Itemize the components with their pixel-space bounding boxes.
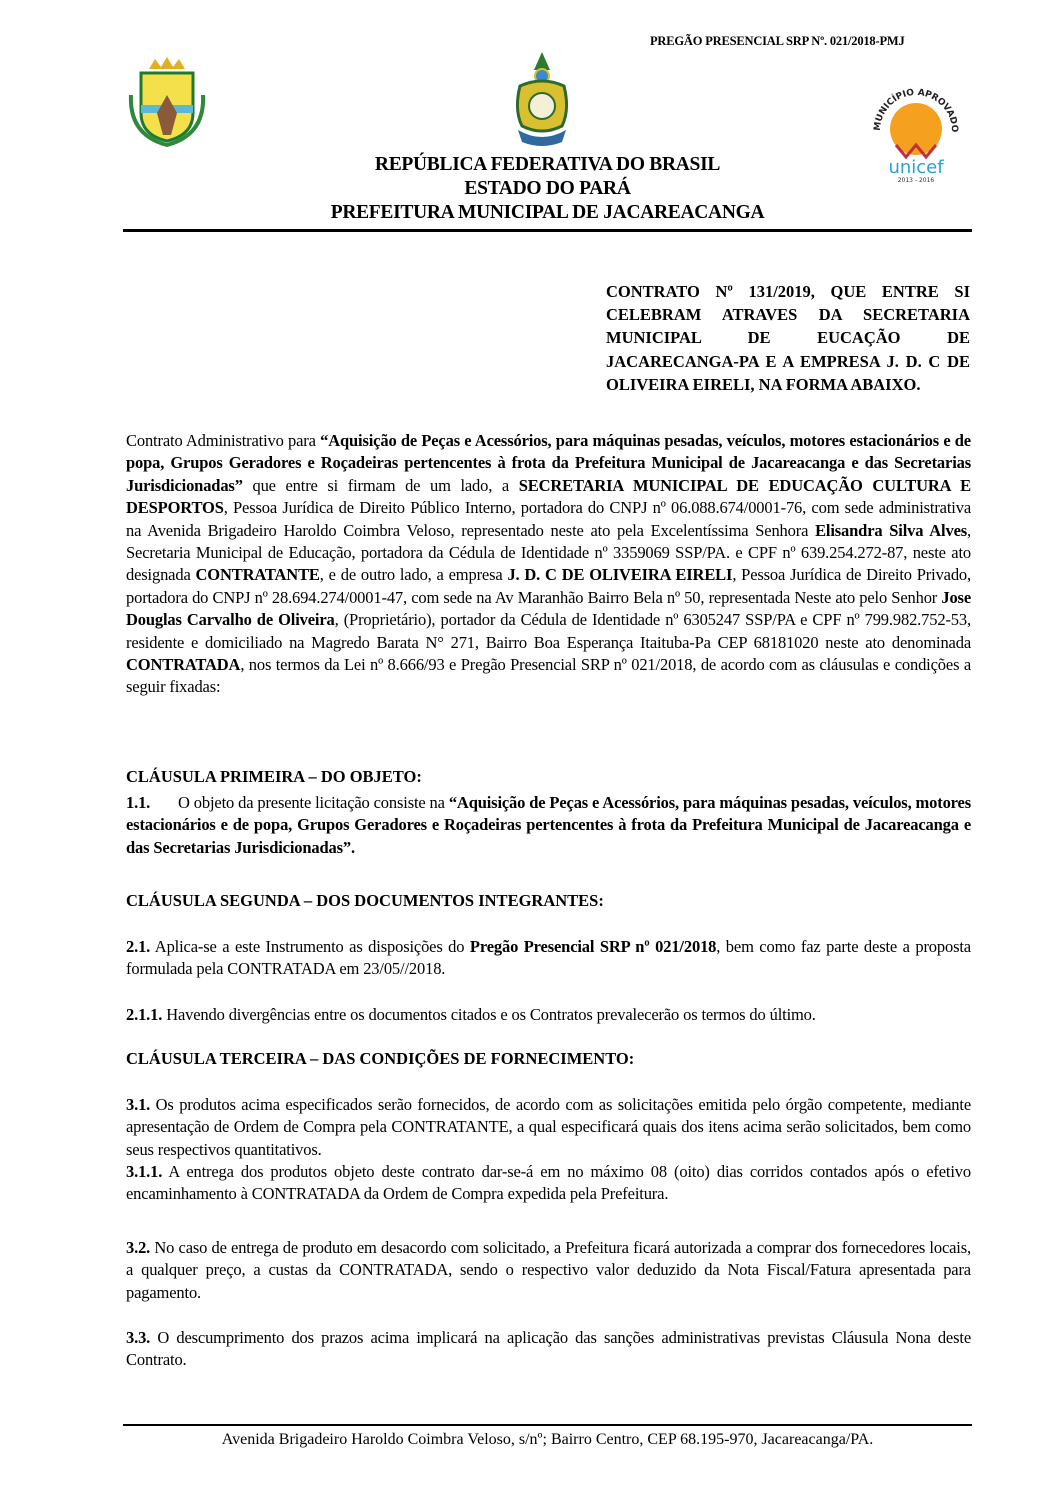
paragraph-1-1 bbox=[126, 792, 971, 859]
para-state-coat-of-arms-logo bbox=[512, 50, 572, 150]
paragraph-3-3 bbox=[126, 1327, 971, 1372]
text-run: Contrato Administrativo para bbox=[126, 431, 321, 450]
footer-address: Avenida Brigadeiro Haroldo Coimbra Veloso, s/nº; Bairro Centro, CEP 68.195-970, Jacareacanga/PA. bbox=[221, 1431, 874, 1448]
text-run: O objeto da presente licitação consiste na bbox=[150, 793, 449, 812]
footer-divider bbox=[123, 1424, 972, 1426]
paragraph-2-1 bbox=[126, 936, 971, 981]
paragraph-3-1 bbox=[126, 1094, 971, 1161]
text-run: A entrega dos produtos objeto deste contrato dar-se-á em no máximo 08 (oito) dias corridos contados após o efetivo encaminhamento à CONTRATADA da Ordem de Compra expedida pela Prefeitura. bbox=[126, 1162, 971, 1204]
paragraph-3-1-1 bbox=[126, 1161, 971, 1206]
bold-text-run: CONTRATANTE bbox=[195, 565, 320, 585]
bold-text-run: Jose Douglas Carvalho de Oliveira bbox=[126, 587, 971, 630]
title-prefeitura: PREFEITURA MUNICIPAL DE JACAREACANGA bbox=[330, 202, 765, 223]
bold-text-run: Elisandra Silva Alves bbox=[815, 520, 968, 540]
bold-text-run: 2.1. bbox=[126, 937, 151, 956]
bold-text-run: 3.2. bbox=[126, 1238, 151, 1257]
text-run: , (Proprietário), portador da Cédula de Identidade nº 6305247 SSP/PA e CPF nº 799.982.752-53, residente e domiciliado na Magredo Barata N° 271, Bairro Boa Esperança Itaituba-Pa CEP 68181020 neste ato denominada bbox=[126, 610, 971, 652]
text-run: , bem como faz parte deste a proposta formulada pela CONTRATADA em 23/05//2018. bbox=[126, 937, 971, 979]
text-run: , Pessoa Jurídica de Direito Público Interno, portadora do CNPJ nº 06.088.674/0001-76, com sede administrativa na Avenida Brigadeiro Haroldo Coimbra Veloso, representado neste ato pela Excelentíssima Senhora bbox=[126, 498, 971, 540]
text-run: O descumprimento dos prazos acima implicará na aplicação das sanções administrativas previstas Cláusula Nona deste Contrato. bbox=[126, 1328, 971, 1370]
text-run: , e de outro lado, a empresa bbox=[319, 565, 508, 585]
text-run: Os produtos acima especificados serão fornecidos, de acordo com as solicitações emitida pelo órgão competente, mediante apresentação de Ordem de Compra pela CONTRATANTE, a qual especificará quais dos itens acima serão solicitados, bem como seus respectivos quantitativos. bbox=[126, 1095, 971, 1159]
bold-text-run: Pregão Presencial SRP nº 021/2018 bbox=[469, 937, 717, 956]
heading-clausula-terceira: CLÁUSULA TERCEIRA – DAS CONDIÇÕES DE FORNECIMENTO: bbox=[126, 1049, 635, 1068]
paragraph-3-2 bbox=[126, 1237, 971, 1304]
svg-text:MUNICÍPIO APROVADO: MUNICÍPIO APROVADO bbox=[872, 87, 960, 133]
text-run: , nos termos da Lei nº 8.666/93 e Pregão Presencial SRP nº 021/2018, de acordo com as cláusulas e condições a seguir fixadas: bbox=[126, 655, 971, 697]
bold-text-run: 2.1.1. bbox=[126, 1005, 163, 1024]
text-run: , Secretaria Municipal de Educação, portadora da Cédula de Identidade nº 3359069 SSP/PA. e CPF nº 639.254.272-87, neste ato designada bbox=[126, 520, 971, 585]
text-run: No caso de entrega de produto em desacordo com solicitado, a Prefeitura ficará autorizada a comprar dos fornecedores locais, a qualquer preço, a custas da CONTRATADA, sendo o respectivo valor deduzido da Nota Fiscal/Fatura apresentada para pagamento. bbox=[126, 1238, 971, 1302]
text-run: Aplica-se a este Instrumento as disposições do bbox=[150, 937, 470, 956]
title-estado: ESTADO DO PARÁ bbox=[464, 178, 631, 199]
contract-title: CONTRATO Nº 131/2019, QUE ENTRE SI CELEBRAM ATRAVES DA SECRETARIA MUNICIPAL DE EUCAÇÃO DE JACARECANGA-PA E A EMPRESA J. D. C DE OLIVEIRA EIRELI, NA FORMA ABAIXO. bbox=[606, 282, 970, 394]
bold-text-run: 1.1. bbox=[126, 793, 151, 812]
text-run: , Pessoa Jurídica de Direito Privado, portadora do CNPJ nº 28.694.274/0001-47, com sede na Av Maranhão Bairro Bela nº 50, representada Neste ato pelo Senhor bbox=[126, 565, 972, 607]
bold-text-run: “Aquisição de Peças e Acessórios, para máquinas pesadas, veículos, motores estacionários e de popa, Grupos Geradores e Roçadeiras pertencentes à frota da Prefeitura Municipal de Jacareacanga e das Secretarias Jurisdicionadas”. bbox=[126, 793, 971, 857]
municipal-coat-of-arms-logo bbox=[127, 55, 207, 147]
bold-text-run: CONTRATADA bbox=[126, 655, 241, 675]
bold-text-run: 3.1.1. bbox=[126, 1162, 163, 1181]
pregao-reference: PREGÃO PRESENCIAL SRP Nº. 021/2018-PMJ bbox=[650, 34, 905, 48]
bold-text-run: “Aquisição de Peças e Acessórios, para máquinas pesadas, veículos, motores estacionários e de popa, Grupos Geradores e Roçadeiras pertencentes à frota da Prefeitura Municipal de Jacareacanga e das Secretarias Jurisdicionadas” bbox=[126, 431, 971, 495]
text-run: Havendo divergências entre os documentos citados e os Contratos prevalecerão os termos do último. bbox=[162, 1005, 816, 1024]
text-run: que entre si firmam de um lado, a bbox=[242, 475, 519, 495]
bold-text-run: 3.1. bbox=[126, 1095, 151, 1114]
heading-clausula-primeira: CLÁUSULA PRIMEIRA – DO OBJETO: bbox=[126, 767, 422, 786]
svg-text:2013 - 2016: 2013 - 2016 bbox=[897, 177, 935, 183]
intro-paragraph bbox=[126, 430, 971, 699]
bold-text-run: 3.3. bbox=[126, 1328, 151, 1347]
bold-text-run: J. D. C DE OLIVEIRA EIRELI bbox=[507, 565, 733, 585]
svg-text:unicef: unicef bbox=[888, 157, 944, 178]
header-divider bbox=[123, 229, 972, 232]
bold-text-run: SECRETARIA MUNICIPAL DE EDUCAÇÃO CULTURA E DESPORTOS bbox=[126, 475, 971, 518]
heading-clausula-segunda: CLÁUSULA SEGUNDA – DOS DOCUMENTOS INTEGRANTES: bbox=[126, 891, 604, 910]
title-republica: REPÚBLICA FEDERATIVA DO BRASIL bbox=[374, 154, 721, 175]
paragraph-2-1-1 bbox=[126, 1004, 971, 1026]
